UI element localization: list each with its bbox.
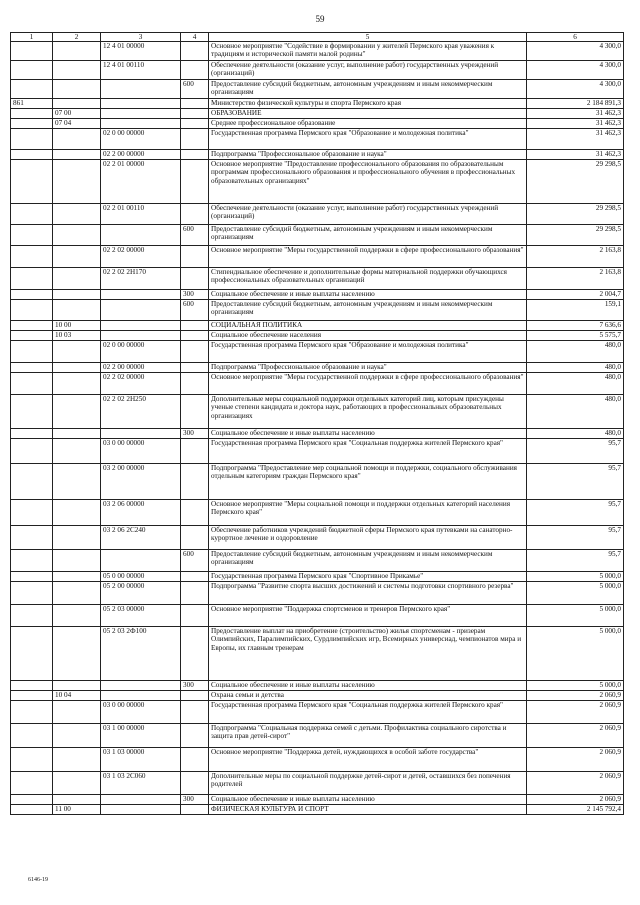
target-article-cell xyxy=(101,805,181,815)
admin-code-cell xyxy=(11,772,53,795)
header-col-6: 6 xyxy=(527,33,624,42)
target-article-cell xyxy=(101,80,181,99)
amount-cell: 4 300,0 xyxy=(527,61,624,80)
expense-type-cell: 300 xyxy=(181,290,209,300)
expense-type-cell xyxy=(181,582,209,605)
table-row xyxy=(11,290,624,300)
expense-type-cell xyxy=(181,341,209,363)
target-article-cell xyxy=(101,321,181,331)
description-cell: Социальное обеспечение и иные выплаты населению xyxy=(209,795,527,805)
table-row xyxy=(11,321,624,331)
header-col-5: 5 xyxy=(209,33,527,42)
amount-cell: 2 060,9 xyxy=(527,724,624,748)
admin-code-cell xyxy=(11,627,53,681)
amount-cell: 480,0 xyxy=(527,373,624,395)
description-cell: Стипендиальное обеспечение и дополнительные формы материальной поддержки обучающихся профессиональных образовательных организаций xyxy=(209,268,527,290)
expense-type-cell xyxy=(181,395,209,429)
expense-type-cell xyxy=(181,464,209,500)
section-code-cell xyxy=(53,290,101,300)
admin-code-cell xyxy=(11,500,53,526)
admin-code-cell xyxy=(11,341,53,363)
description-cell: Государственная программа Пермского края "Образование и молодежная политика" xyxy=(209,341,527,363)
description-cell: Государственная программа Пермского края "Социальная поддержка жителей Пермского края" xyxy=(209,701,527,724)
admin-code-cell xyxy=(11,109,53,119)
amount-cell: 29 298,5 xyxy=(527,225,624,246)
description-cell: Подпрограмма "Развитие спорта высших достижений и системы подготовки спортивного резерва" xyxy=(209,582,527,605)
section-code-cell xyxy=(53,627,101,681)
table-row xyxy=(11,268,624,290)
section-code-cell xyxy=(53,225,101,246)
table-header-row xyxy=(11,33,624,42)
table-row xyxy=(11,331,624,341)
target-article-cell: 03 2 00 00000 xyxy=(101,464,181,500)
description-cell: Основное мероприятие "Меры государственной поддержки в сфере профессионального образования" xyxy=(209,373,527,395)
page-number: 59 xyxy=(315,14,325,24)
target-article-cell: 12 4 01 00000 xyxy=(101,42,181,61)
amount-cell: 159,1 xyxy=(527,300,624,321)
section-code-cell: 11 00 xyxy=(53,805,101,815)
expense-type-cell xyxy=(181,129,209,150)
section-code-cell xyxy=(53,439,101,464)
section-code-cell xyxy=(53,724,101,748)
amount-cell: 4 300,0 xyxy=(527,80,624,99)
expense-type-cell xyxy=(181,805,209,815)
table-row xyxy=(11,109,624,119)
amount-cell: 480,0 xyxy=(527,429,624,439)
admin-code-cell xyxy=(11,748,53,772)
expense-type-cell xyxy=(181,268,209,290)
footer-code: 6146-19 xyxy=(28,877,48,883)
section-code-cell xyxy=(53,373,101,395)
admin-code-cell xyxy=(11,439,53,464)
admin-code-cell xyxy=(11,300,53,321)
amount-cell: 95,7 xyxy=(527,526,624,550)
table-row xyxy=(11,500,624,526)
admin-code-cell xyxy=(11,246,53,268)
description-cell: Среднее профессиональное образование xyxy=(209,119,527,129)
table-row xyxy=(11,550,624,572)
description-cell: Основное мероприятие "Поддержка спортсменов и тренеров Пермского края" xyxy=(209,605,527,627)
amount-cell: 4 300,0 xyxy=(527,42,624,61)
table-row xyxy=(11,724,624,748)
expense-type-cell xyxy=(181,439,209,464)
admin-code-cell xyxy=(11,373,53,395)
target-article-cell xyxy=(101,691,181,701)
target-article-cell: 02 2 02 2Н250 xyxy=(101,395,181,429)
amount-cell: 5 575,7 xyxy=(527,331,624,341)
section-code-cell xyxy=(53,204,101,225)
target-article-cell: 02 2 00 00000 xyxy=(101,363,181,373)
target-article-cell: 02 2 01 00000 xyxy=(101,160,181,204)
admin-code-cell xyxy=(11,681,53,691)
header-col-4: 4 xyxy=(181,33,209,42)
expense-type-cell xyxy=(181,109,209,119)
section-code-cell: 10 00 xyxy=(53,321,101,331)
section-code-cell: 10 04 xyxy=(53,691,101,701)
section-code-cell xyxy=(53,80,101,99)
section-code-cell: 10 03 xyxy=(53,331,101,341)
description-cell: Социальное обеспечение и иные выплаты населению xyxy=(209,429,527,439)
table-row xyxy=(11,61,624,80)
admin-code-cell xyxy=(11,268,53,290)
target-article-cell: 03 0 00 00000 xyxy=(101,439,181,464)
section-code-cell xyxy=(53,572,101,582)
amount-cell: 480,0 xyxy=(527,395,624,429)
section-code-cell xyxy=(53,748,101,772)
table-row xyxy=(11,526,624,550)
table-row xyxy=(11,150,624,160)
admin-code-cell xyxy=(11,526,53,550)
description-cell: Предоставление выплат на приобретение (строительство) жилья спортсменам - призерам Олимпийских, Паралимпийских, Сурдлимпийских игр, Всемирных универсиад, чемпионатов мира и Европы, их главным тренерам xyxy=(209,627,527,681)
amount-cell: 2 163,8 xyxy=(527,268,624,290)
description-cell: Дополнительные меры по социальной поддержке детей-сирот и детей, оставшихся без попечения родителей xyxy=(209,772,527,795)
section-code-cell xyxy=(53,268,101,290)
section-code-cell xyxy=(53,246,101,268)
amount-cell: 5 000,0 xyxy=(527,572,624,582)
description-cell: Обеспечение деятельности (оказание услуг, выполнение работ) государственных учреждений (организаций) xyxy=(209,61,527,80)
admin-code-cell xyxy=(11,290,53,300)
expense-type-cell: 300 xyxy=(181,681,209,691)
description-cell: Социальное обеспечение населения xyxy=(209,331,527,341)
target-article-cell xyxy=(101,300,181,321)
admin-code-cell xyxy=(11,42,53,61)
target-article-cell xyxy=(101,795,181,805)
expense-type-cell xyxy=(181,572,209,582)
expense-type-cell xyxy=(181,99,209,109)
table-row xyxy=(11,805,624,815)
expense-type-cell: 600 xyxy=(181,550,209,572)
admin-code-cell xyxy=(11,395,53,429)
amount-cell: 2 163,8 xyxy=(527,246,624,268)
description-cell: Предоставление субсидий бюджетным, автономным учреждениям и иным некоммерческим организациям xyxy=(209,550,527,572)
target-article-cell: 02 0 00 00000 xyxy=(101,129,181,150)
admin-code-cell xyxy=(11,550,53,572)
expense-type-cell: 600 xyxy=(181,300,209,321)
description-cell: Подпрограмма "Социальная поддержка семей с детьми. Профилактика социального сиротства и защита прав детей-сирот" xyxy=(209,724,527,748)
amount-cell: 31 462,3 xyxy=(527,109,624,119)
amount-cell: 5 000,0 xyxy=(527,681,624,691)
target-article-cell: 02 2 00 00000 xyxy=(101,150,181,160)
admin-code-cell xyxy=(11,80,53,99)
target-article-cell: 03 1 03 00000 xyxy=(101,748,181,772)
expense-type-cell: 600 xyxy=(181,225,209,246)
expense-type-cell xyxy=(181,61,209,80)
section-code-cell xyxy=(53,363,101,373)
section-code-cell xyxy=(53,300,101,321)
amount-cell: 2 184 891,3 xyxy=(527,99,624,109)
target-article-cell: 05 0 00 00000 xyxy=(101,572,181,582)
section-code-cell xyxy=(53,150,101,160)
section-code-cell xyxy=(53,701,101,724)
description-cell: СОЦИАЛЬНАЯ ПОЛИТИКА xyxy=(209,321,527,331)
section-code-cell xyxy=(53,395,101,429)
admin-code-cell xyxy=(11,464,53,500)
amount-cell: 29 298,5 xyxy=(527,204,624,225)
section-code-cell: 07 04 xyxy=(53,119,101,129)
table-row xyxy=(11,701,624,724)
description-cell: Основное мероприятие "Меры государственной поддержки в сфере профессионального образования" xyxy=(209,246,527,268)
admin-code-cell xyxy=(11,724,53,748)
section-code-cell xyxy=(53,500,101,526)
amount-cell: 2 004,7 xyxy=(527,290,624,300)
expense-type-cell xyxy=(181,363,209,373)
expense-type-cell xyxy=(181,691,209,701)
amount-cell: 5 000,0 xyxy=(527,627,624,681)
expense-type-cell xyxy=(181,627,209,681)
amount-cell: 480,0 xyxy=(527,341,624,363)
section-code-cell xyxy=(53,99,101,109)
target-article-cell xyxy=(101,681,181,691)
description-cell: Основное мероприятие "Меры социальной помощи и поддержки отдельных категорий населения Пермского края" xyxy=(209,500,527,526)
expense-type-cell: 600 xyxy=(181,80,209,99)
expense-type-cell xyxy=(181,526,209,550)
header-col-1: 1 xyxy=(11,33,53,42)
description-cell: Основное мероприятие "Поддержка детей, нуждающихся в особой заботе государства" xyxy=(209,748,527,772)
expense-type-cell: 300 xyxy=(181,795,209,805)
amount-cell: 2 060,9 xyxy=(527,748,624,772)
description-cell: Охрана семьи и детства xyxy=(209,691,527,701)
expense-type-cell xyxy=(181,701,209,724)
description-cell: Основное мероприятие "Предоставление профессионального образования по образовательным программам профессионального образования и профессионального обучения в профессиональных образовательных организациях" xyxy=(209,160,527,204)
description-cell: Министерство физической культуры и спорта Пермского края xyxy=(209,99,527,109)
expense-type-cell xyxy=(181,373,209,395)
description-cell: Социальное обеспечение и иные выплаты населению xyxy=(209,290,527,300)
section-code-cell xyxy=(53,429,101,439)
description-cell: Подпрограмма "Профессиональное образование и наука" xyxy=(209,150,527,160)
table-row xyxy=(11,772,624,795)
amount-cell: 31 462,3 xyxy=(527,150,624,160)
section-code-cell xyxy=(53,526,101,550)
admin-code-cell xyxy=(11,363,53,373)
description-cell: ОБРАЗОВАНИЕ xyxy=(209,109,527,119)
expense-type-cell xyxy=(181,246,209,268)
admin-code-cell xyxy=(11,61,53,80)
description-cell: Предоставление субсидий бюджетным, автономным учреждениям и иным некоммерческим организациям xyxy=(209,225,527,246)
target-article-cell xyxy=(101,550,181,572)
expense-type-cell xyxy=(181,500,209,526)
table-row xyxy=(11,748,624,772)
amount-cell: 31 462,3 xyxy=(527,129,624,150)
description-cell: Социальное обеспечение и иные выплаты населению xyxy=(209,681,527,691)
target-article-cell xyxy=(101,225,181,246)
amount-cell: 95,7 xyxy=(527,550,624,572)
admin-code-cell xyxy=(11,605,53,627)
target-article-cell: 02 2 02 00000 xyxy=(101,246,181,268)
section-code-cell xyxy=(53,582,101,605)
admin-code-cell xyxy=(11,572,53,582)
table-body xyxy=(11,42,624,815)
amount-cell: 95,7 xyxy=(527,464,624,500)
table-row xyxy=(11,795,624,805)
expense-type-cell xyxy=(181,42,209,61)
target-article-cell: 02 2 01 00110 xyxy=(101,204,181,225)
description-cell: Подпрограмма "Профессиональное образование и наука" xyxy=(209,363,527,373)
table-row xyxy=(11,373,624,395)
expense-type-cell: 300 xyxy=(181,429,209,439)
table-row xyxy=(11,627,624,681)
description-cell: ФИЗИЧЕСКАЯ КУЛЬТУРА И СПОРТ xyxy=(209,805,527,815)
target-article-cell: 05 2 03 00000 xyxy=(101,605,181,627)
budget-table xyxy=(10,32,624,815)
target-article-cell xyxy=(101,109,181,119)
amount-cell: 2 060,9 xyxy=(527,772,624,795)
amount-cell: 2 060,9 xyxy=(527,701,624,724)
description-cell: Государственная программа Пермского края "Образование и молодежная политика" xyxy=(209,129,527,150)
expense-type-cell xyxy=(181,605,209,627)
admin-code-cell xyxy=(11,204,53,225)
amount-cell: 5 000,0 xyxy=(527,582,624,605)
target-article-cell: 03 1 00 00000 xyxy=(101,724,181,748)
amount-cell: 480,0 xyxy=(527,363,624,373)
table-row xyxy=(11,119,624,129)
expense-type-cell xyxy=(181,150,209,160)
section-code-cell xyxy=(53,160,101,204)
table-row xyxy=(11,572,624,582)
section-code-cell xyxy=(53,42,101,61)
expense-type-cell xyxy=(181,321,209,331)
amount-cell: 2 145 792,4 xyxy=(527,805,624,815)
target-article-cell xyxy=(101,119,181,129)
expense-type-cell xyxy=(181,160,209,204)
target-article-cell: 12 4 01 00110 xyxy=(101,61,181,80)
admin-code-cell xyxy=(11,150,53,160)
table-row xyxy=(11,681,624,691)
target-article-cell: 03 2 06 2С240 xyxy=(101,526,181,550)
section-code-cell xyxy=(53,605,101,627)
admin-code-cell xyxy=(11,129,53,150)
target-article-cell: 02 0 00 00000 xyxy=(101,341,181,363)
target-article-cell: 02 2 02 00000 xyxy=(101,373,181,395)
section-code-cell xyxy=(53,129,101,150)
expense-type-cell xyxy=(181,331,209,341)
amount-cell: 7 636,6 xyxy=(527,321,624,331)
target-article-cell xyxy=(101,429,181,439)
target-article-cell: 03 2 06 00000 xyxy=(101,500,181,526)
section-code-cell xyxy=(53,795,101,805)
table-row xyxy=(11,42,624,61)
section-code-cell xyxy=(53,464,101,500)
header-col-3: 3 xyxy=(101,33,181,42)
section-code-cell xyxy=(53,61,101,80)
admin-code-cell: 861 xyxy=(11,99,53,109)
table-row xyxy=(11,300,624,321)
admin-code-cell xyxy=(11,701,53,724)
target-article-cell xyxy=(101,331,181,341)
amount-cell: 95,7 xyxy=(527,439,624,464)
amount-cell: 31 462,3 xyxy=(527,119,624,129)
description-cell: Предоставление субсидий бюджетным, автономным учреждениям и иным некоммерческим организациям xyxy=(209,80,527,99)
admin-code-cell xyxy=(11,691,53,701)
target-article-cell: 03 0 00 00000 xyxy=(101,701,181,724)
admin-code-cell xyxy=(11,429,53,439)
table-row xyxy=(11,439,624,464)
table-row xyxy=(11,341,624,363)
admin-code-cell xyxy=(11,331,53,341)
section-code-cell: 07 00 xyxy=(53,109,101,119)
expense-type-cell xyxy=(181,772,209,795)
table-row xyxy=(11,582,624,605)
table-row xyxy=(11,363,624,373)
admin-code-cell xyxy=(11,795,53,805)
table-row xyxy=(11,691,624,701)
section-code-cell xyxy=(53,681,101,691)
description-cell: Предоставление субсидий бюджетным, автономным учреждениям и иным некоммерческим организациям xyxy=(209,300,527,321)
description-cell: Подпрограмма "Предоставление мер социальной помощи и поддержки, социального обслуживания отдельным категориям граждан Пермского края" xyxy=(209,464,527,500)
target-article-cell xyxy=(101,99,181,109)
table-row xyxy=(11,429,624,439)
amount-cell: 29 298,5 xyxy=(527,160,624,204)
expense-type-cell xyxy=(181,119,209,129)
admin-code-cell xyxy=(11,119,53,129)
table-row xyxy=(11,464,624,500)
table-row xyxy=(11,225,624,246)
section-code-cell xyxy=(53,341,101,363)
description-cell: Обеспечение работников учреждений бюджетной сферы Пермского края путевками на санаторно-курортное лечение и оздоровление xyxy=(209,526,527,550)
target-article-cell xyxy=(101,290,181,300)
table-row xyxy=(11,99,624,109)
table-row xyxy=(11,204,624,225)
amount-cell: 2 060,9 xyxy=(527,691,624,701)
section-code-cell xyxy=(53,772,101,795)
expense-type-cell xyxy=(181,204,209,225)
admin-code-cell xyxy=(11,321,53,331)
section-code-cell xyxy=(53,550,101,572)
admin-code-cell xyxy=(11,225,53,246)
table-row xyxy=(11,160,624,204)
expense-type-cell xyxy=(181,748,209,772)
description-cell: Основное мероприятие "Содействие в формировании у жителей Пермского края уважения к традициям и исторической памяти малой родины" xyxy=(209,42,527,61)
table-row xyxy=(11,605,624,627)
expense-type-cell xyxy=(181,724,209,748)
table-row xyxy=(11,395,624,429)
admin-code-cell xyxy=(11,160,53,204)
table-row xyxy=(11,246,624,268)
target-article-cell: 02 2 02 2Н170 xyxy=(101,268,181,290)
target-article-cell: 03 1 03 2С060 xyxy=(101,772,181,795)
admin-code-cell xyxy=(11,805,53,815)
header-col-2: 2 xyxy=(53,33,101,42)
admin-code-cell xyxy=(11,582,53,605)
amount-cell: 2 060,9 xyxy=(527,795,624,805)
amount-cell: 95,7 xyxy=(527,500,624,526)
description-cell: Государственная программа Пермского края "Социальная поддержка жителей Пермского края" xyxy=(209,439,527,464)
description-cell: Государственная программа Пермского края "Спортивное Прикамье" xyxy=(209,572,527,582)
description-cell: Обеспечение деятельности (оказание услуг, выполнение работ) государственных учреждений (организаций) xyxy=(209,204,527,225)
target-article-cell: 05 2 03 2Ф100 xyxy=(101,627,181,681)
amount-cell: 5 000,0 xyxy=(527,605,624,627)
description-cell: Дополнительные меры социальной поддержки отдельных категорий лиц, которым присуждены ученые степени кандидата и доктора наук, работающих в профессиональных образовательных организациях xyxy=(209,395,527,429)
table-row xyxy=(11,129,624,150)
target-article-cell: 05 2 00 00000 xyxy=(101,582,181,605)
table-row xyxy=(11,80,624,99)
